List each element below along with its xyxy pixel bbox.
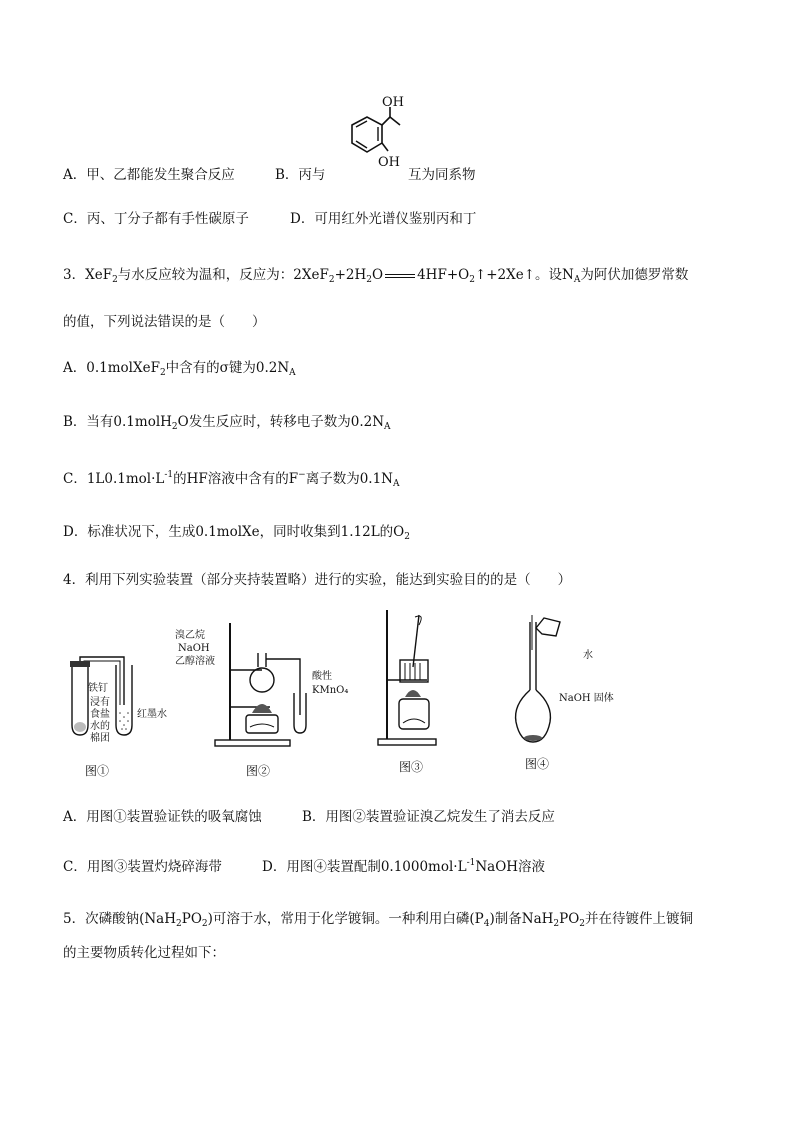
q3-stem-line2: 的值，下列说法错误的是（ ） — [63, 314, 266, 330]
equals-sign — [385, 274, 415, 278]
q4-option-c: C．用图③装置灼烧碎海带 — [63, 859, 222, 875]
q3-option-b: B．当有0.1molH$_2$O发生反应时，转移电子数为$0.2N_A$ — [63, 414, 391, 432]
struct-oh-top: OH — [382, 95, 404, 110]
fig1-label-4: 水的 — [90, 721, 110, 732]
q2-option-a: A．甲、乙都能发生聚合反应 — [63, 167, 235, 183]
q3-option-d: D．标准状况下，生成0.1molXe，同时收集到1.12L的$O_2$ — [63, 524, 410, 542]
fig2-label-5: KMnO₄ — [312, 685, 349, 696]
fig1-label-3: 食盐 — [90, 709, 110, 720]
q2-option-b-suffix: 互为同系物 — [408, 167, 476, 183]
fig1-label-2: 浸有 — [90, 697, 110, 708]
fig4-label-water: 水 — [583, 650, 593, 661]
fig2-label-2: NaOH — [178, 643, 210, 654]
fig3-caption: 图③ — [399, 760, 424, 774]
q2-option-d: D．可用红外光谱仪鉴别丙和丁 — [290, 211, 477, 227]
q4-stem: 4．利用下列实验装置（部分夹持装置略）进行的实验，能达到实验目的的是（ ） — [63, 572, 572, 588]
fig1-caption: 图① — [85, 764, 110, 778]
fig1-label-5: 棉团 — [90, 733, 110, 744]
q3-option-c: C．$1L0.1mol\cdot L^{-1}$的HF溶液中含有的F−离子数为$0.1N_A$ — [63, 470, 400, 489]
fig2-label-4: 酸性 — [312, 671, 332, 682]
q3-option-a: A．0.1molXeF$_2$中含有的σ键为$0.2N_A$ — [63, 360, 296, 378]
q2-option-c: C．丙、丁分子都有手性碳原子 — [63, 211, 249, 227]
figure-3-apparatus — [375, 605, 445, 750]
q3-stem-line1: 3．XeF$_2$与水反应较为温和，反应为：$2XeF_2+2H_2O$ $4HF+O_2↑+2Xe↑$。设$N_A$为阿伏加德罗常数 — [63, 267, 689, 285]
fig2-caption: 图② — [246, 764, 271, 778]
fig1-label-nail: 铁钉 — [88, 683, 108, 694]
q5-line2: 的主要物质转化过程如下： — [63, 945, 225, 961]
fig1-label-red-ink: 红墨水 — [137, 709, 167, 720]
figure-4-apparatus — [508, 610, 578, 750]
fig2-label-3: 乙醇溶液 — [175, 656, 215, 667]
fig2-label-1: 溴乙烷 — [175, 630, 205, 641]
struct-oh-bottom: OH — [378, 155, 400, 170]
q4-option-a: A．用图①装置验证铁的吸氧腐蚀 — [63, 809, 262, 825]
figure-2-apparatus — [210, 615, 320, 750]
q2-option-b-prefix: B．丙与 — [275, 167, 326, 183]
fig4-caption: 图④ — [525, 757, 550, 771]
fig4-label-naoh: NaOH 固体 — [559, 693, 614, 704]
q4-option-b: B．用图②装置验证溴乙烷发生了消去反应 — [302, 809, 555, 825]
q5-line1: 5．次磷酸钠$(NaH_2PO_2)$可溶于水，常用于化学镀铜。一种利用白磷$(P_4)$制备$NaH_2PO_2$并在待镀件上镀铜 — [63, 911, 694, 929]
q4-option-d: D．用图④装置配制$0.1000mol\cdot L^{-1}NaOH$溶液 — [262, 858, 546, 875]
